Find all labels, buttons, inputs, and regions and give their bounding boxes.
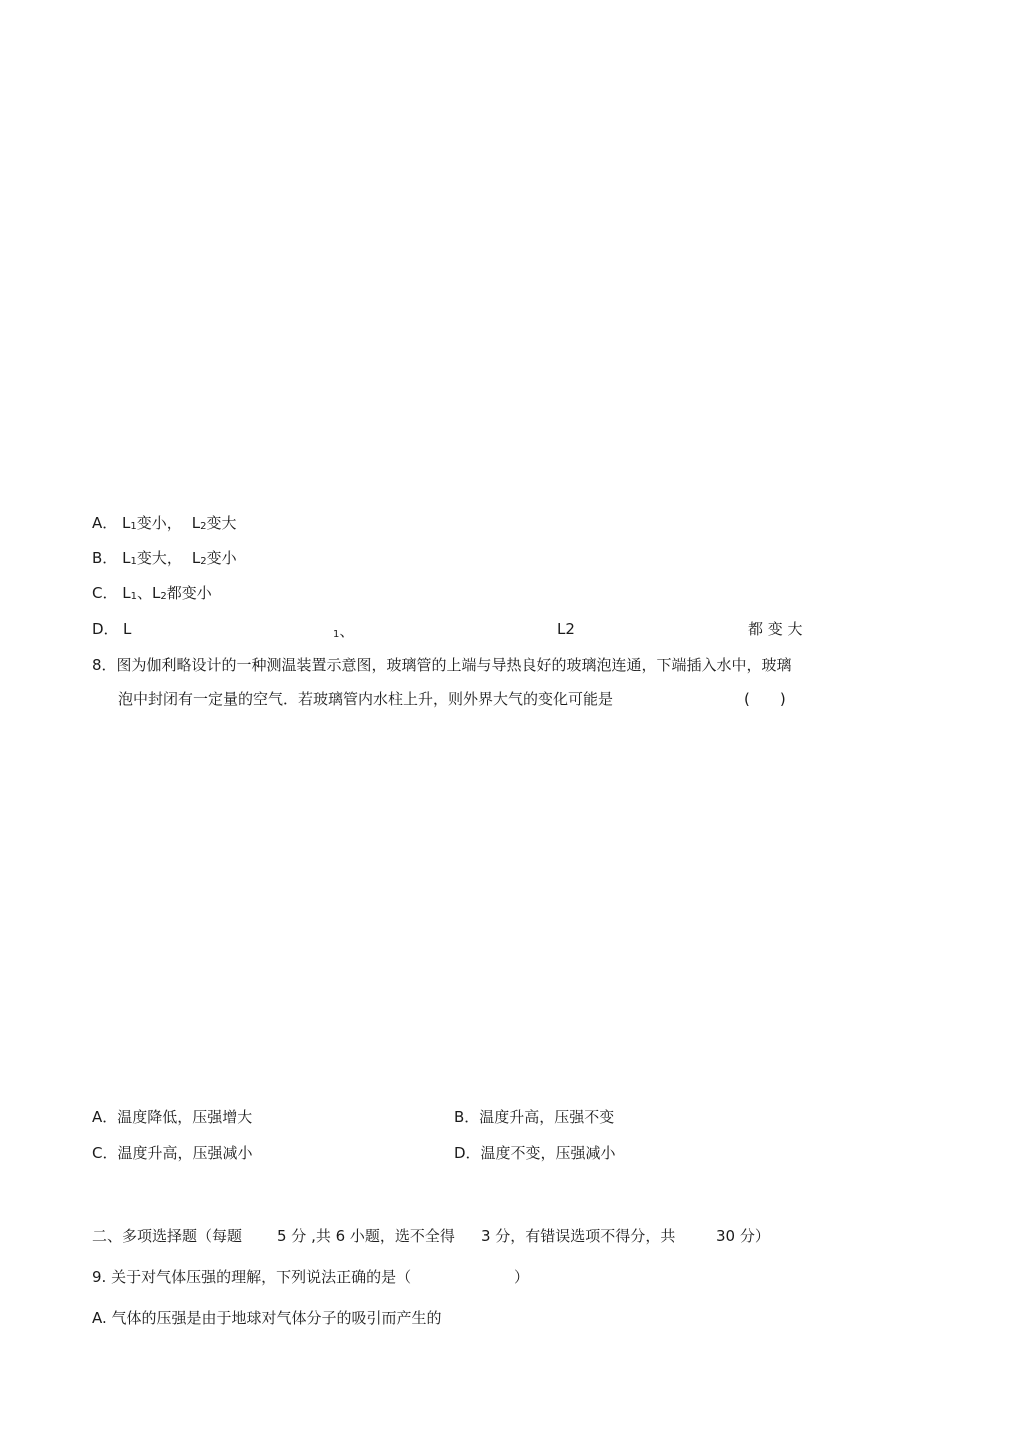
l1-symbol: L <box>122 549 131 567</box>
option-letter: C． <box>92 584 118 602</box>
l1-subscript: 1 <box>130 521 137 532</box>
l2-subscript: 2 <box>200 556 207 567</box>
q9-answer-paren: ） <box>514 1268 530 1286</box>
l1-symbol: L <box>122 514 131 532</box>
q9-stem: 9. 关于对气体压强的理解，下列说法正确的是（ <box>92 1268 412 1286</box>
l1-subscript: 1 <box>333 629 340 640</box>
l2-subscript: 2 <box>200 521 207 532</box>
q8-answer-paren: ( ) <box>744 690 786 708</box>
q7-option-a <box>92 513 237 537</box>
l2-symbol: L <box>152 584 161 602</box>
q8-option-b: B．温度升高，压强不变 <box>454 1108 615 1126</box>
l2-symbol: L <box>191 549 201 567</box>
option-text: 、 <box>339 622 355 640</box>
q8-option-a: A．温度降低，压强增大 <box>92 1108 253 1126</box>
l2-symbol: L2 <box>557 620 575 638</box>
q8-stem-line1: 8．图为伽利略设计的一种测温装置示意图，玻璃管的上端与导热良好的玻璃泡连通，下端插入水中，玻璃 <box>92 656 792 674</box>
l2-symbol: L <box>191 514 201 532</box>
q7-option-b <box>92 548 237 572</box>
option-text: 变大 <box>206 514 237 532</box>
q8-option-c: C．温度升高，压强减小 <box>92 1144 253 1162</box>
option-text: 都变小 <box>166 584 212 602</box>
q8-option-d: D．温度不变，压强减小 <box>454 1144 616 1162</box>
option-text: 、 <box>137 584 153 602</box>
q8-stem-line2: 泡中封闭有一定量的空气．若玻璃管内水柱上升，则外界大气的变化可能是 <box>118 690 614 708</box>
heading-part: 5 分 ,共 6 小题，选不全得 <box>277 1227 455 1245</box>
option-text: 都 变 大 <box>748 620 803 638</box>
l1-symbol: L <box>122 584 131 602</box>
option-text: 变大， <box>136 549 182 567</box>
l1-subscript: 1 <box>130 591 137 602</box>
q7-option-c <box>92 583 212 607</box>
l1-subscript: 1 <box>130 556 137 567</box>
option-letter: A． <box>92 514 118 532</box>
option-letter: D． <box>92 620 119 638</box>
l1-symbol: L <box>123 620 132 638</box>
q9-option-a: A. 气体的压强是由于地球对气体分子的吸引而产生的 <box>92 1309 442 1327</box>
option-text: 变小， <box>136 514 182 532</box>
heading-part: 30 分） <box>716 1227 770 1245</box>
l2-subscript: 2 <box>160 591 167 602</box>
option-letter: B． <box>92 549 118 567</box>
heading-part: 3 分，有错误选项不得分，共 <box>481 1227 676 1245</box>
heading-part: 二、多项选择题（每题 <box>92 1227 243 1245</box>
option-text: 变小 <box>206 549 237 567</box>
